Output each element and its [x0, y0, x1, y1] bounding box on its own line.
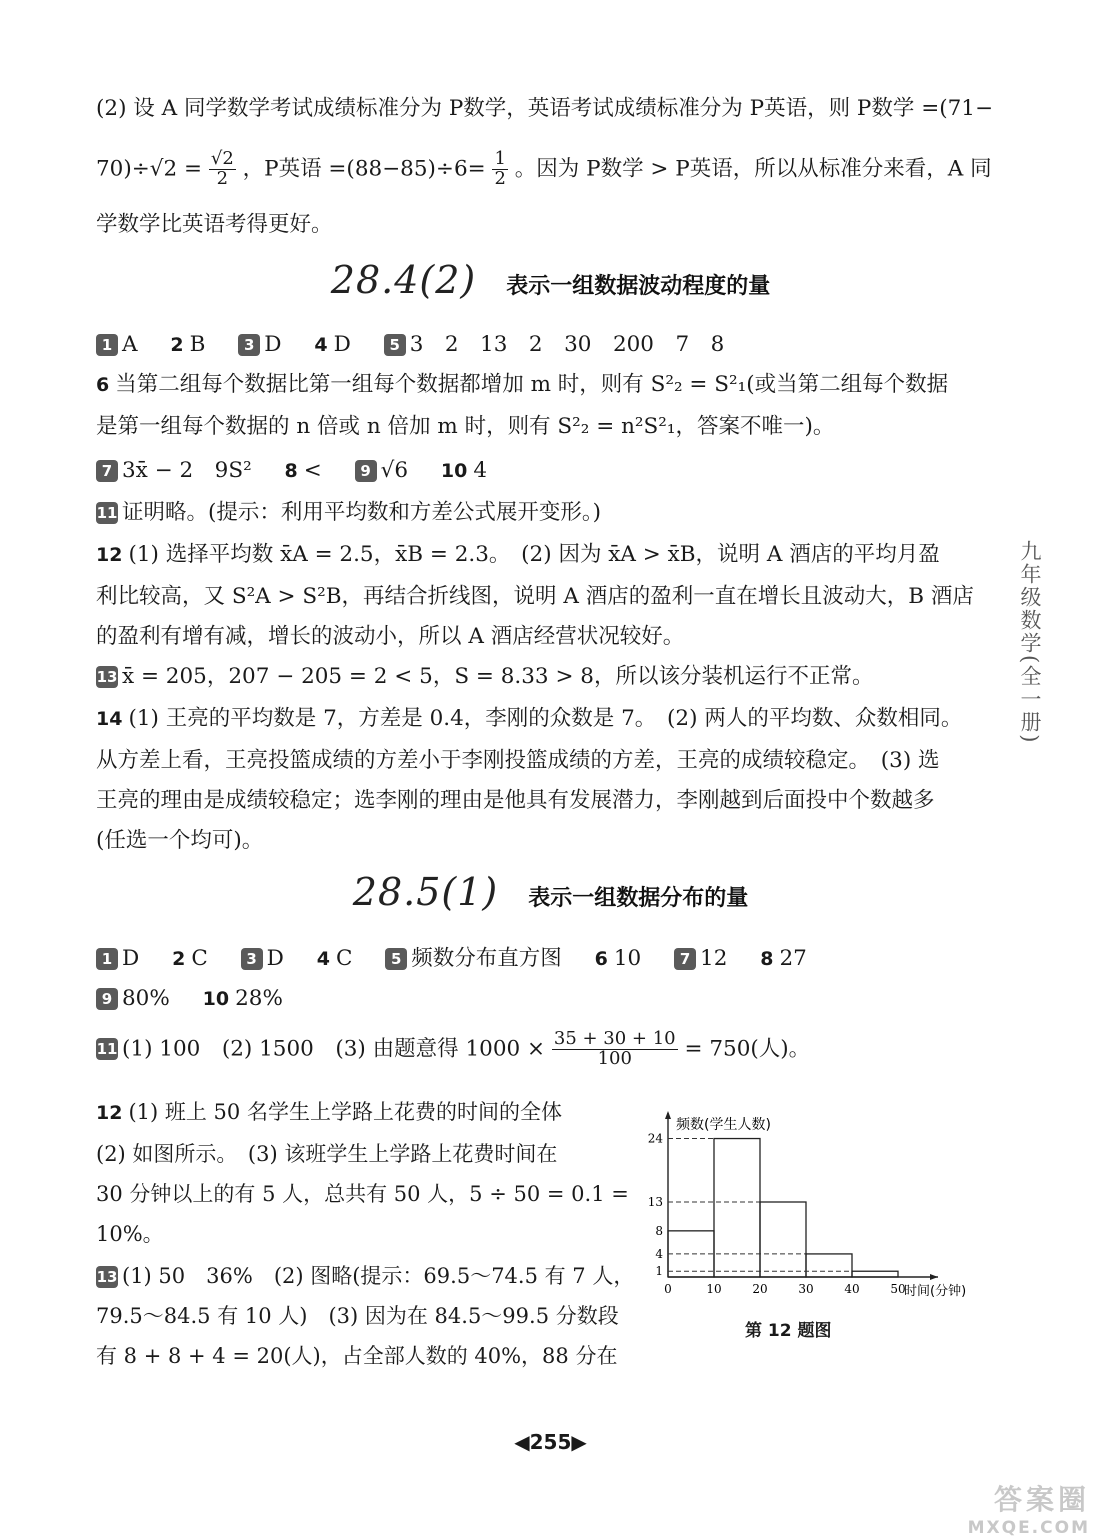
question-badge: 7 [96, 460, 118, 482]
question-badge: 3 [238, 334, 260, 356]
page-number: ◀255▶ [514, 1430, 587, 1454]
answer: A [122, 332, 138, 357]
answer: D [333, 332, 351, 357]
question-badge: 11 [96, 1040, 118, 1059]
question-number: 8 [760, 948, 774, 970]
watermark-text: 答案圈 [993, 1483, 1090, 1516]
q13-line-3: 有 8 + 8 + 4 = 20(人)，占全部人数的 40%，88 分在 [96, 1344, 618, 1368]
x-tick-label: 10 [706, 1282, 722, 1296]
histogram-chart [640, 1105, 970, 1305]
answers-row-1-8 [96, 946, 976, 972]
question-number: 6 [96, 374, 110, 396]
q13-line-1 [96, 1260, 635, 1290]
fraction-1-over-2: $\frac{1}{2}$ [494, 148, 506, 189]
question-number: 14 [96, 708, 123, 730]
answer: D [264, 332, 282, 357]
question-badge: 5 [385, 948, 407, 970]
x-tick-label: 20 [752, 1282, 768, 1296]
histogram-bar [668, 1231, 714, 1277]
answers-row-1-5 [96, 332, 976, 358]
q11-line [96, 1030, 976, 1069]
question-badge: 11 [96, 504, 118, 522]
x-tick-label: 30 [798, 1282, 814, 1296]
answer: 27 [779, 946, 807, 971]
intro-line-2b: ，P英语 =(88−85)÷6= [242, 156, 486, 182]
y-tick-label: 1 [655, 1264, 663, 1279]
answer: 频数分布直方图 [411, 946, 562, 971]
x-tick-label: 50 [890, 1282, 906, 1296]
answer: 10 [613, 946, 642, 971]
q13-line-2: 79.5～84.5 有 10 人) (3) 因为在 84.5～99.5 分数段 [96, 1304, 619, 1328]
question-badge: 9 [355, 460, 377, 482]
q12-line-4: 10%。 [96, 1222, 164, 1246]
question-badge: 3 [241, 948, 263, 970]
q12-text: (1) 班上 50 名学生上学路上花费的时间的全体 [128, 1100, 562, 1124]
answer: 4 [473, 458, 488, 483]
fraction-sqrt2-over-2: $\frac{√2}{2}$ [210, 148, 234, 189]
question-number: 2 [172, 948, 186, 970]
question-badge: 7 [674, 948, 696, 970]
q6-line-1 [96, 372, 976, 398]
question-badge: 1 [96, 948, 118, 970]
x-tick-label: 0 [664, 1282, 672, 1296]
intro-line-2 [96, 148, 992, 189]
q12-text: (1) 选择平均数 x̄A = 2.5，x̄B = 2.3。 (2) 因为 x̄A > x̄B，说明 A 酒店的平均月盈 [128, 542, 940, 567]
section-title: 表示一组数据波动程度的量 [506, 274, 771, 299]
question-number: 6 [594, 948, 608, 970]
q14-line-3: 王亮的理由是成绩较稳定；选李刚的理由是他具有发展潜力，李刚越到后面投中个数越多 [96, 788, 935, 813]
y-tick-label: 8 [655, 1223, 663, 1238]
section-number: 28.4(2) [330, 258, 477, 302]
answer: √6 [380, 458, 409, 483]
answers-row-7-10 [96, 458, 976, 484]
question-number: 12 [96, 1102, 123, 1124]
q13-line [96, 664, 976, 690]
q11-text: (1) 100 (2) 1500 (3) 由题意得 1000 × [122, 1036, 546, 1062]
q11-line [96, 500, 976, 526]
answer: C [191, 946, 208, 971]
histogram-bar [714, 1139, 760, 1277]
chart-root [648, 1111, 966, 1299]
question-badge: 13 [96, 668, 118, 686]
histogram-bar [852, 1271, 898, 1277]
figure-caption: 第 12 题图 [745, 1321, 832, 1341]
q6-line-2: 是第一组每个数据的 n 倍或 n 倍加 m 时，则有 S²₂ = n²S²₁，答案不唯一)。 [96, 414, 835, 439]
answer: 28% [235, 986, 283, 1011]
section-number: 28.5(1) [352, 870, 499, 914]
y-axis-arrow [665, 1111, 671, 1119]
q14-line-4: (任选一个均可)。 [96, 828, 264, 853]
answer: 80% [122, 986, 170, 1011]
watermark-logo [930, 1478, 1090, 1538]
intro-line-2a: 70)÷√2 = [96, 156, 202, 182]
question-number: 4 [314, 334, 328, 356]
q12-line-1 [96, 1096, 626, 1126]
section-header-28-4-2 [0, 258, 1101, 302]
x-tick-label: 40 [844, 1282, 860, 1296]
answer: C [335, 946, 353, 971]
q12-line-3: 30 分钟以上的有 5 人，总共有 50 人，5 ÷ 50 = 0.1 = [96, 1182, 629, 1206]
y-tick-label: 24 [647, 1131, 663, 1146]
question-badge: 13 [96, 1268, 118, 1286]
intro-line-3: 学数学比英语考得更好。 [96, 212, 333, 237]
intro-line-1: (2) 设 A 同学数学考试成绩标准分为 P数学，英语考试成绩标准分为 P英语，则 P数学 =(71− [96, 96, 993, 121]
q12-line-3: 的盈利有增有减，增长的波动小，所以 A 酒店经营状况较好。 [96, 624, 685, 649]
answers-row-9-10 [96, 986, 976, 1012]
answer: 12 [700, 946, 728, 971]
question-badge: 5 [384, 334, 406, 356]
watermark-url: MXQE.COM [967, 1518, 1090, 1538]
answer: D [122, 946, 140, 971]
section-header-28-5-1 [0, 870, 1101, 914]
question-number: 8 [284, 460, 298, 482]
question-number: 10 [202, 988, 230, 1010]
q14-line-1 [96, 706, 976, 732]
q12-line-2: 利比较高，又 S²A > S²B，再结合折线图，说明 A 酒店的盈利一直在增长且波动大，B 酒店 [96, 584, 974, 609]
y-tick-label: 4 [655, 1246, 663, 1261]
q14-text: (1) 王亮的平均数是 7，方差是 0.4，李刚的众数是 7。 (2) 两人的平均数、众数相同。 [128, 706, 963, 731]
x-axis-arrow [930, 1274, 938, 1280]
q12-line-2: (2) 如图所示。 (3) 该班学生上学路上花费时间在 [96, 1142, 558, 1166]
answer: < [303, 458, 322, 483]
y-tick-label: 13 [647, 1195, 663, 1209]
question-number: 4 [316, 948, 330, 970]
q14-line-2: 从方差上看，王亮投篮成绩的方差小于李刚投篮成绩的方差，王亮的成绩较稳定。 (3) 选 [96, 748, 940, 773]
answer: 3x̄ − 2 9S² [122, 458, 252, 483]
answer: 3 2 13 2 30 200 7 8 [409, 332, 725, 357]
side-book-title: 九年级数学(全一册) [1018, 540, 1042, 745]
fraction-75-over-100: $\frac{35 + 30 + 10}{100}$ [553, 1028, 676, 1069]
answer: D [266, 946, 284, 971]
q12-line-1 [96, 542, 976, 568]
q11-text: 证明略。(提示：利用平均数和方差公式展开变形。) [122, 500, 602, 525]
question-number: 12 [96, 544, 123, 566]
question-badge: 1 [96, 334, 118, 356]
section-title: 表示一组数据分布的量 [528, 886, 749, 911]
q11-result: = 750(人)。 [684, 1036, 811, 1062]
q13-text: (1) 50 36% (2) 图略(提示：69.5～74.5 有 7 人， [122, 1264, 635, 1288]
q6-text: 当第二组每个数据比第一组每个数据都增加 m 时，则有 S²₂ = S²₁(或当第二组每个数据 [115, 372, 949, 397]
y-axis-label: 频数(学生人数) [676, 1117, 771, 1133]
histogram-bar [806, 1254, 852, 1277]
q13-text: x̄ = 205，207 − 205 = 2 < 5，S = 8.33 > 8，所以该分装机运行不正常。 [122, 664, 874, 689]
histogram-bar [760, 1202, 806, 1277]
intro-line-2c: 。因为 P数学 > P英语，所以从标准分来看，A 同 [514, 156, 992, 182]
answer: B [189, 332, 206, 357]
question-number: 10 [440, 460, 468, 482]
question-badge: 9 [96, 988, 118, 1010]
question-number: 2 [170, 334, 184, 356]
x-axis-label: 时间(分钟) [904, 1284, 967, 1299]
